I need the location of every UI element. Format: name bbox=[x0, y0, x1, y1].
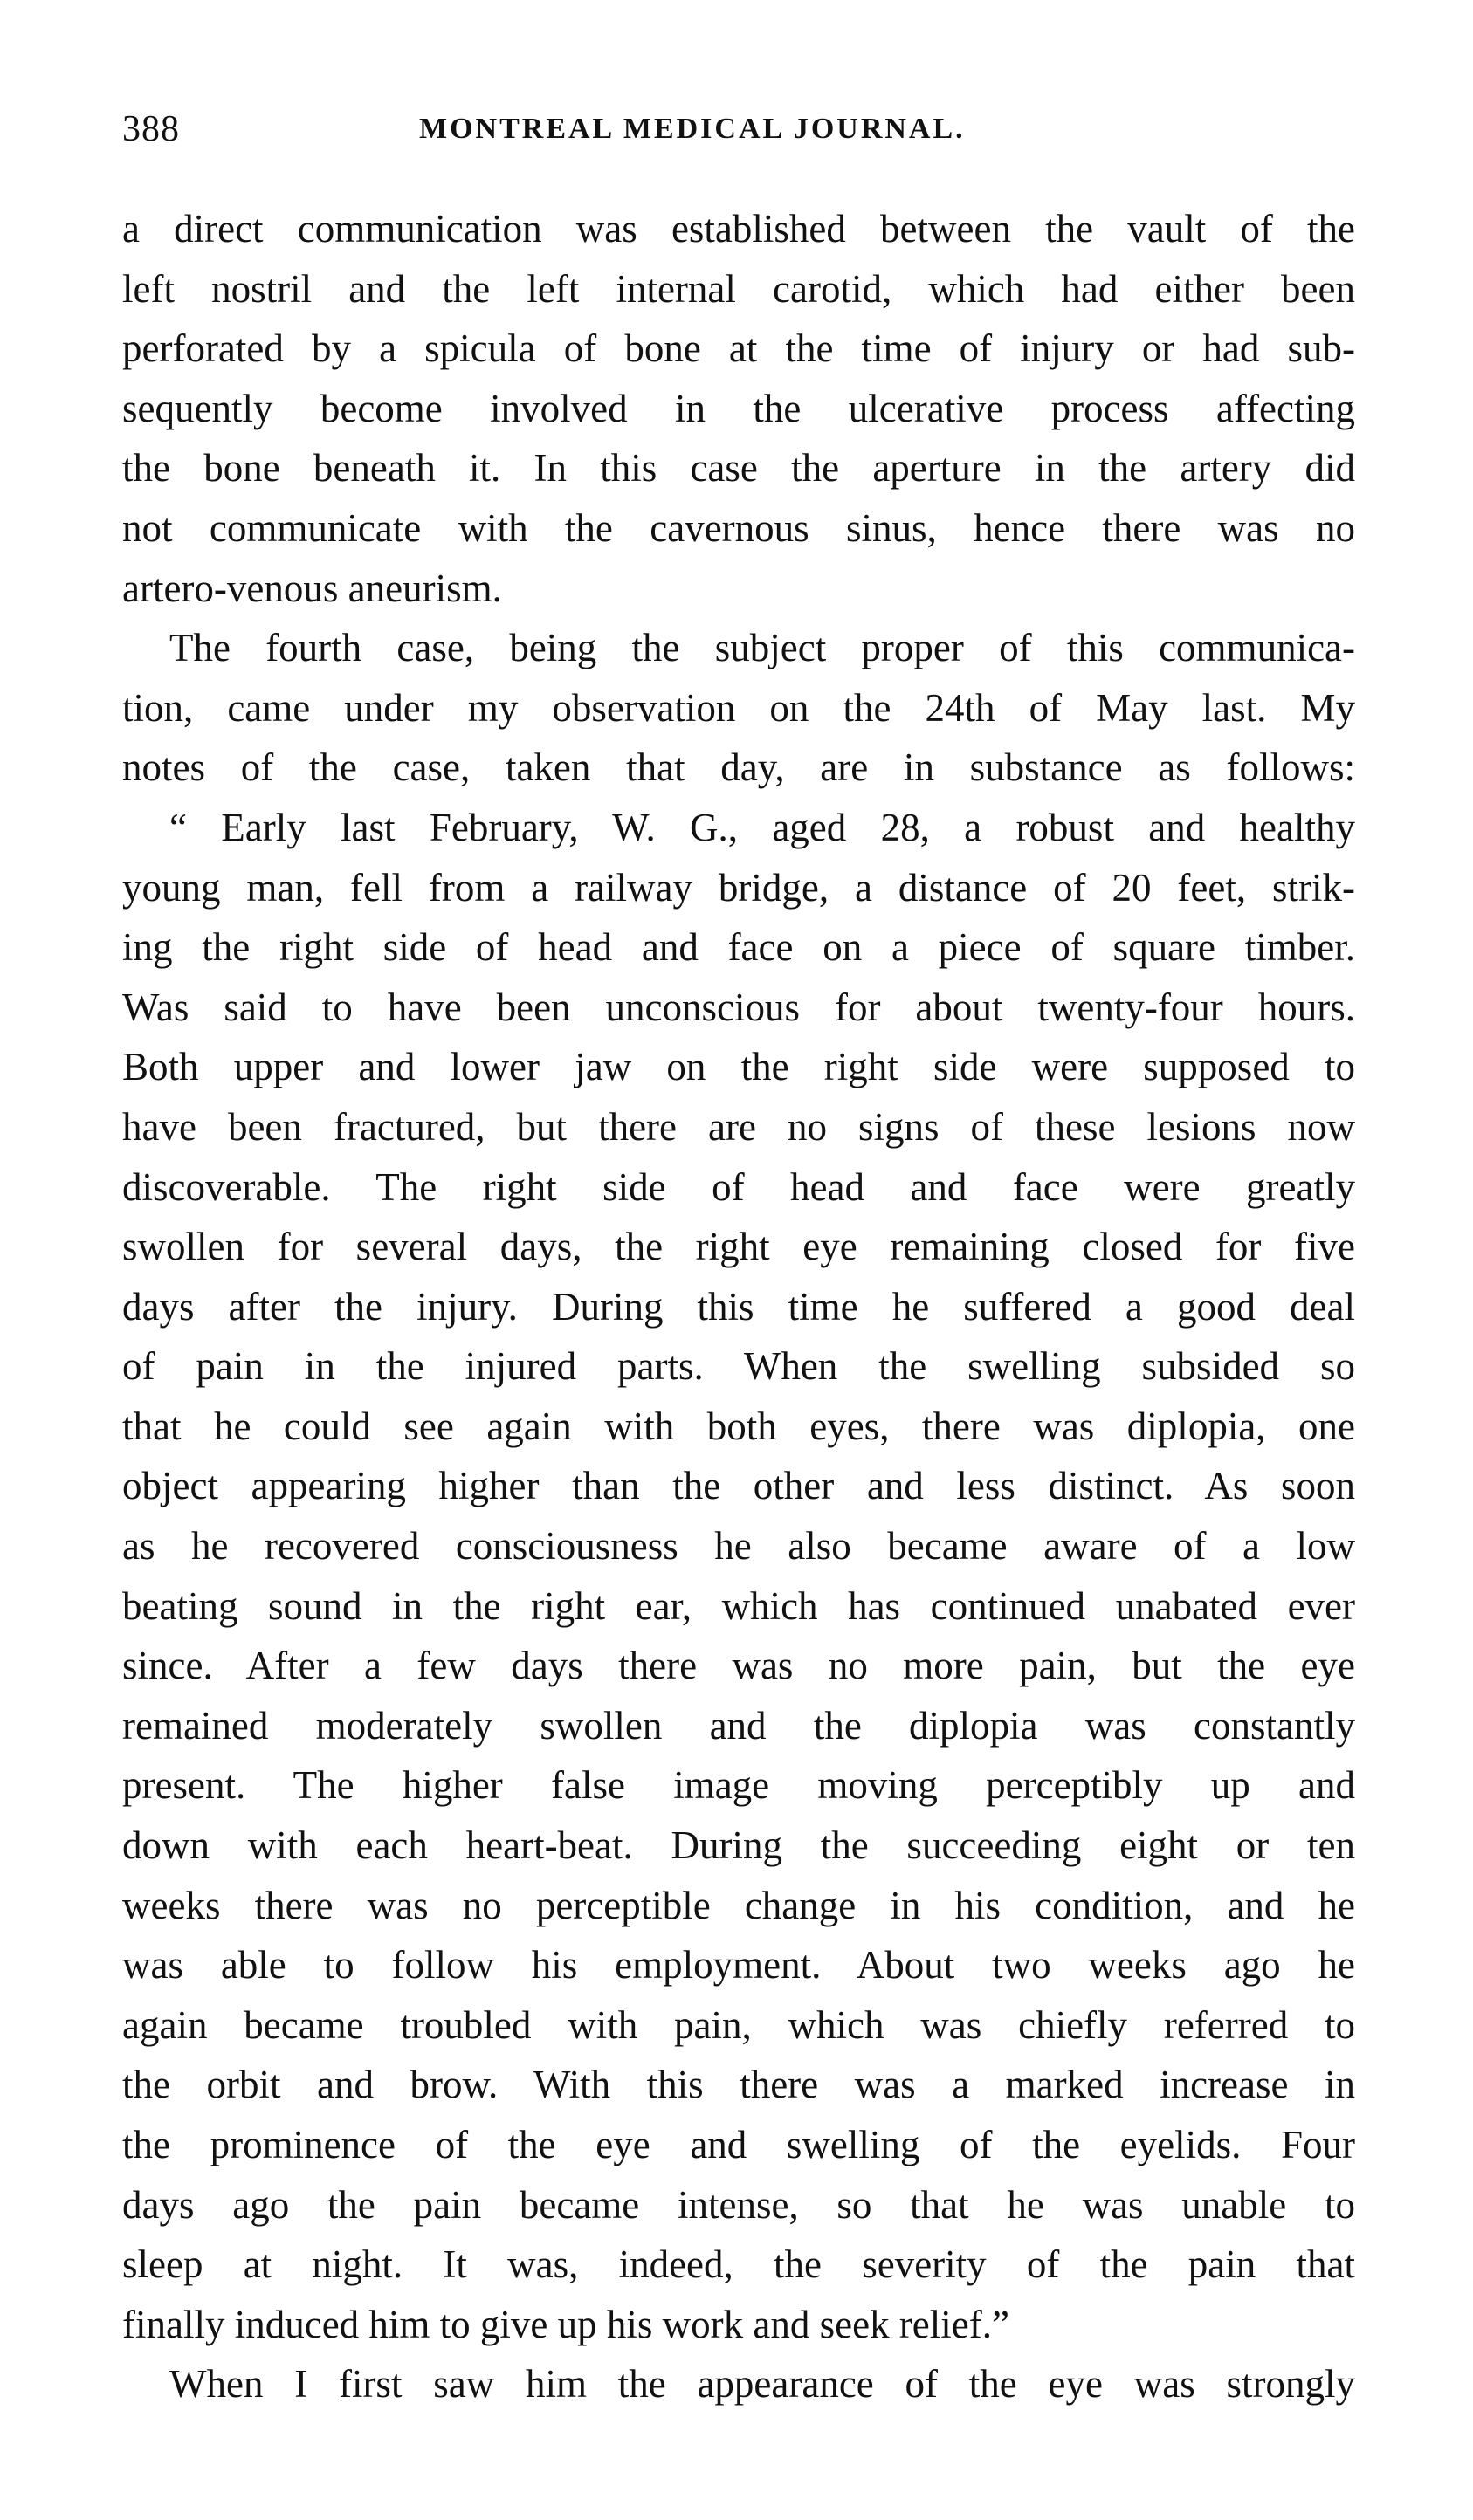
body-text bbox=[122, 199, 1355, 2414]
text-line: weeks there was no perceptible change in his condition, and he bbox=[122, 1883, 1355, 1927]
text-line: The fourth case, being the subject proper of this communica- bbox=[169, 626, 1355, 670]
text-line: days ago the pain became intense, so that he was unable to bbox=[122, 2182, 1355, 2227]
text-line: ing the right side of head and face on a piece of square timber. bbox=[122, 925, 1355, 970]
text-line: discoverable. The right side of head and face were greatly bbox=[122, 1164, 1355, 1209]
text-line: the bone beneath it. In this case the aperture in the artery did bbox=[122, 446, 1355, 491]
text-line: the prominence of the eye and swelling of the eyelids. Four bbox=[122, 2123, 1355, 2166]
text-line: Was said to have been unconscious for about twenty-four hours. bbox=[122, 985, 1355, 1029]
text-line: tion, came under my observation on the 24th of May last. My bbox=[122, 685, 1355, 730]
text-line: days after the injury. During this time he suffered a good deal bbox=[122, 1284, 1355, 1329]
text-line: sequently become involved in the ulcerative process affecting bbox=[122, 386, 1355, 430]
text-line: down with each heart-beat. During the succeeding eight or ten bbox=[122, 1823, 1355, 1868]
text-line: present. The higher false image moving perceptibly up and bbox=[122, 1763, 1355, 1808]
journal-title: MONTREAL MEDICAL JOURNAL. bbox=[419, 113, 966, 145]
text-line: that he could see again with both eyes, there was diplopia, one bbox=[122, 1404, 1355, 1448]
text-line: have been fractured, but there are no signs of these lesions now bbox=[122, 1104, 1355, 1149]
text-line: perforated by a spicula of bone at the time of injury or had sub- bbox=[122, 326, 1355, 371]
text-line: as he recovered consciousness he also became aware of a low bbox=[122, 1524, 1355, 1569]
text-line: “ Early last February, W. G., aged 28, a robust and healthy bbox=[169, 805, 1355, 849]
text-line: was able to follow his employment. About two weeks ago he bbox=[122, 1943, 1355, 1988]
text-line: remained moderately swollen and the diplopia was constantly bbox=[122, 1703, 1355, 1748]
text-line: the orbit and brow. With this there was a marked increase in bbox=[122, 2063, 1355, 2107]
text-line: young man, fell from a railway bridge, a distance of 20 feet, strik- bbox=[122, 865, 1355, 910]
text-line: When I first saw him the appearance of the eye was strongly bbox=[169, 2362, 1355, 2407]
text-line: since. After a few days there was no more pain, but the eye bbox=[122, 1644, 1355, 1688]
text-line: again became troubled with pain, which was chiefly referred to bbox=[122, 2002, 1355, 2047]
running-head bbox=[122, 103, 1380, 155]
text-line: swollen for several days, the right eye remaining closed for five bbox=[122, 1225, 1355, 1269]
text-line: artero-venous aneurism. bbox=[122, 566, 502, 610]
text-line: sleep at night. It was, indeed, the severity of the pain that bbox=[122, 2242, 1355, 2287]
text-line: object appearing higher than the other and less distinct. As soon bbox=[122, 1464, 1355, 1508]
text-line: left nostril and the left internal carotid, which had either been bbox=[122, 266, 1355, 311]
text-line: not communicate with the cavernous sinus, hence there was no bbox=[122, 505, 1355, 550]
text-line: Both upper and lower jaw on the right side were supposed to bbox=[122, 1045, 1355, 1089]
page-number: 388 bbox=[122, 109, 180, 149]
text-line: a direct communication was established between the vault of the bbox=[122, 207, 1355, 251]
text-line: finally induced him to give up his work and seek relief.” bbox=[122, 2302, 1009, 2346]
text-line: beating sound in the right ear, which has continued unabated ever bbox=[122, 1583, 1355, 1628]
text-line: of pain in the injured parts. When the swelling subsided so bbox=[122, 1344, 1355, 1389]
text-line: notes of the case, taken that day, are in substance as follows: bbox=[122, 745, 1355, 790]
